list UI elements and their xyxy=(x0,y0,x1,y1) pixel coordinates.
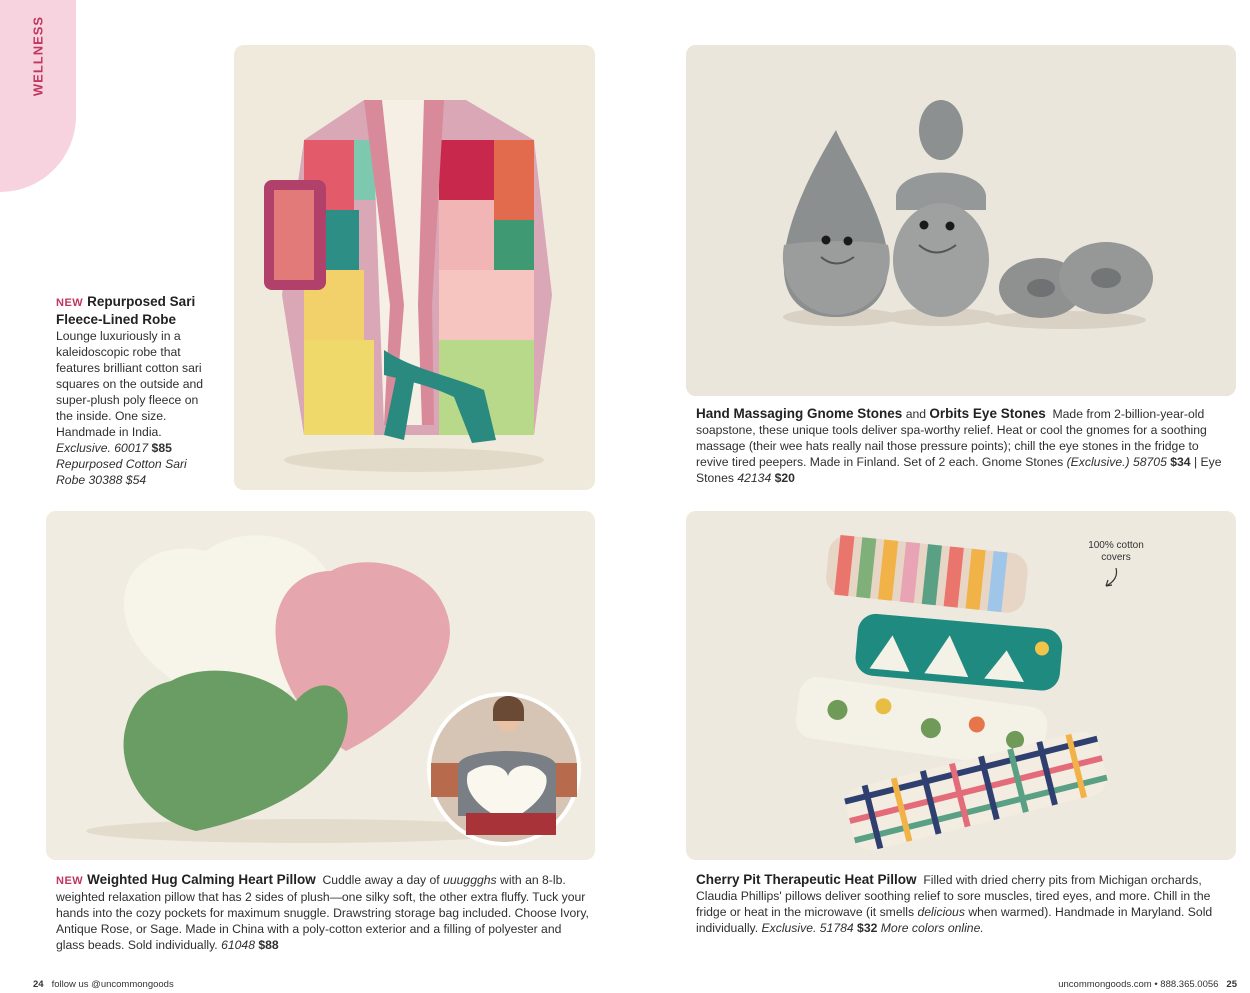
heat-product-title[interactable]: Cherry Pit Therapeutic Heat Pillow xyxy=(696,872,917,887)
heart-price: $88 xyxy=(258,938,279,952)
robe-product-image xyxy=(234,45,595,490)
heat-price: $32 xyxy=(857,921,878,935)
footer-right xyxy=(1058,979,1237,990)
robe-item-number: 60017 xyxy=(114,441,149,455)
heart-product-copy xyxy=(56,872,591,953)
heat-more-colors[interactable]: More colors online. xyxy=(880,921,984,935)
heat-description-2: when warmed). Handmade in Maryland. Sold individually. xyxy=(696,905,1213,935)
eye-stones-item-number: 42134 xyxy=(737,471,772,485)
gnome-product-title[interactable]: Hand Massaging Gnome Stones xyxy=(696,406,903,421)
gnome-stones-image xyxy=(686,45,1236,396)
gnome-title-joiner: and xyxy=(905,407,927,421)
social-handle[interactable]: follow us @uncommongoods xyxy=(51,979,174,990)
new-badge: NEW xyxy=(56,875,84,887)
gnome-item-number: 58705 xyxy=(1132,455,1167,469)
section-tab xyxy=(0,0,76,192)
footer-left xyxy=(33,979,174,990)
website-and-phone[interactable]: uncommongoods.com • 888.365.0056 xyxy=(1058,979,1219,990)
heat-description-1: Filled with dried cherry pits from Michigan orchards, Claudia Phillips' pillows deliver soothing relief to sore muscles, tired eyes, and more. Chill in the fridge or heat in the microwave (it smells xyxy=(696,873,1211,919)
heart-description-emphasis: uuuggghs xyxy=(443,873,497,887)
gnome-description: Made from 2-billion-year-old soapstone, these unique tools deliver spa-worthy relief. Heat or cool the gnomes for a soothing massage (their wee hats really nail those pressure points); chill the eye stones in the fridge to revive tired peepers. Made in Finland. Set of 2 each. Gnome Stones xyxy=(696,407,1207,469)
eye-stones-separator: | Eye Stones xyxy=(696,455,1222,485)
heat-pillow-image xyxy=(686,511,1236,860)
heat-product-copy xyxy=(696,872,1226,936)
gnome-price: $34 xyxy=(1170,455,1191,469)
heart-product-title[interactable]: Weighted Hug Calming Heart Pillow xyxy=(87,872,316,887)
cotton-covers-annotation: 100% cotton covers xyxy=(1088,540,1144,563)
robe-price: $85 xyxy=(151,441,172,455)
robe-product-copy xyxy=(56,293,216,488)
left-page-number: 24 xyxy=(33,979,44,990)
right-page-number: 25 xyxy=(1226,979,1237,990)
robe-description: Lounge luxuriously in a kaleidoscopic robe that features brilliant cotton sari squares on the outside and super-plush poly fleece on the inside. One size. Handmade in India. xyxy=(56,329,204,439)
heart-pillow-image xyxy=(46,511,595,860)
eye-stones-product-title[interactable]: Orbits Eye Stones xyxy=(929,406,1046,421)
robe-product-title[interactable]: Repurposed Sari Fleece-Lined Robe xyxy=(56,294,196,327)
heart-item-number: 61048 xyxy=(221,938,255,952)
new-badge: NEW xyxy=(56,297,84,309)
heart-description-1: Cuddle away a day of xyxy=(322,873,440,887)
curved-arrow-icon xyxy=(1100,566,1124,590)
robe-alt-product: Repurposed Cotton Sari Robe 30388 $54 xyxy=(56,457,187,487)
gnome-exclusive: (Exclusive.) xyxy=(1066,455,1130,469)
gnome-product-copy xyxy=(696,406,1226,486)
eye-stones-price: $20 xyxy=(774,471,795,485)
heat-item-number: 51784 xyxy=(819,921,854,935)
robe-exclusive: Exclusive. xyxy=(56,441,111,455)
heat-exclusive: Exclusive. xyxy=(761,921,817,935)
heat-description-emphasis: delicious xyxy=(917,905,965,919)
section-tab-label: WELLNESS xyxy=(30,15,46,97)
heart-description-2: with an 8-lb. weighted relaxation pillow that has 2 sides of plush—one silky soft, the other extra fluffy. Tuck your hands into the cozy pockets for maximum snuggle. Drawstring storage bag included. Choose Ivory, Antique Rose, or Sage. Made in China with a poly-cotton exterior and a filling of polyester and glass beads. Sold individually. xyxy=(56,873,589,952)
